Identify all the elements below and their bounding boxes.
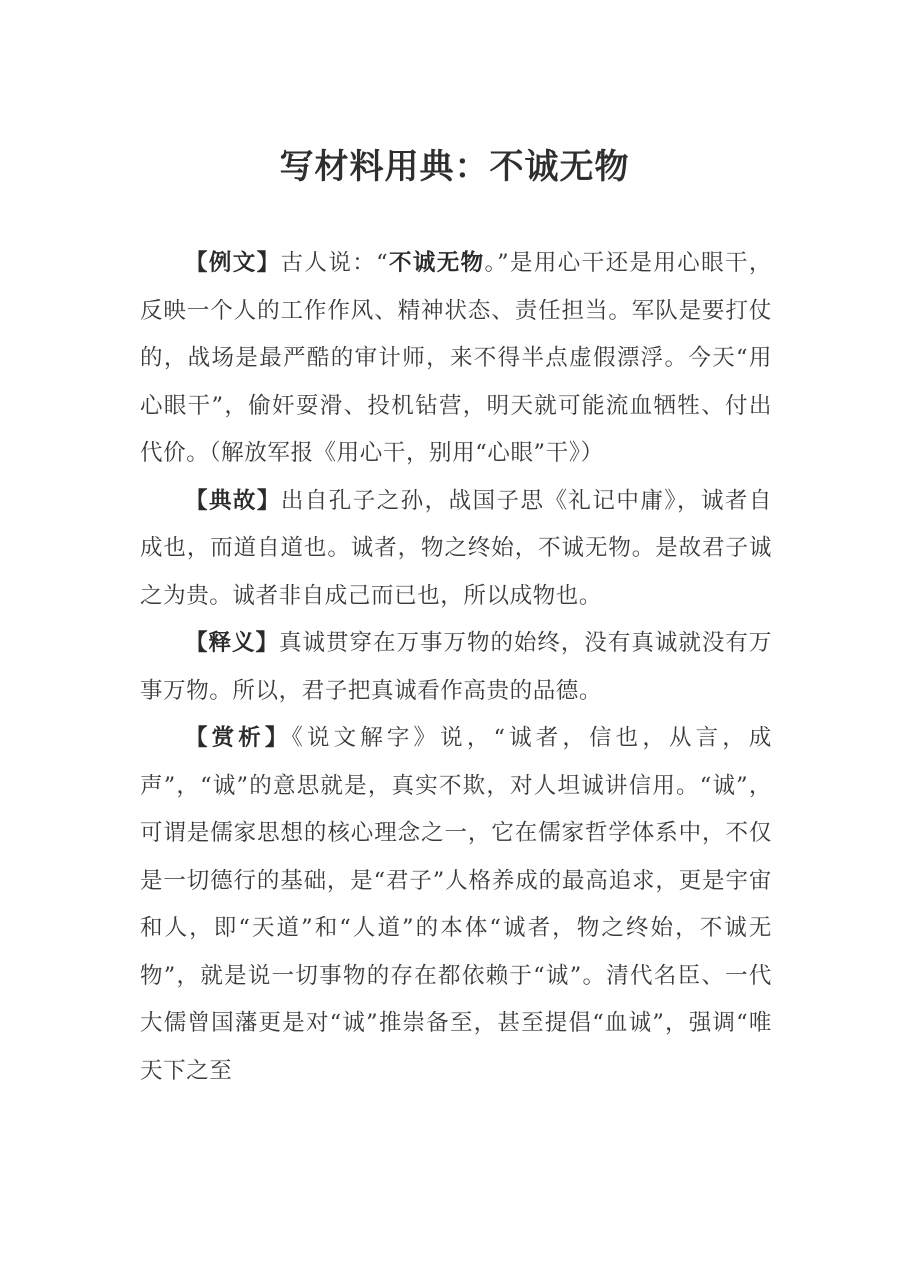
- paragraph-appreciation: [140, 715, 772, 1095]
- paragraph-example-text: 。”是用心干还是用心眼干，反映一个人的工作作风、精神状态、责任担当。军队是要打仗的，战场是最严酷的审计师，来不得半点虚假漂浮。今天“用心眼干”，偷奸耍滑、投机钻营，明天就可能流血牺牲、付出代价。（解放军报《用心干，别用“心眼”干》）: [140, 250, 772, 466]
- document-body: [140, 240, 772, 1095]
- paragraph-appreciation-text: 《说文解字》说，“诚者，信也，从言，成声”，“诚”的意思就是，真实不欺，对人坦诚讲信用。“诚”，可谓是儒家思想的核心理念之一，它在儒家哲学体系中，不仅是一切德行的基础，是“君子”人格养成的最高追求，更是宇宙和人，即“天道”和“人道”的本体“诚者，物之终始，不诚无物”，就是说一切事物的存在都依赖于“诚”。清代名臣、一代大儒曾国藩更是对“诚”推崇备至，甚至提倡“血诚”，强调“唯天下之至: [140, 725, 772, 1084]
- paragraph-example: [140, 240, 772, 478]
- paragraph-allusion-text: 出自孔子之孙，战国子思《礼记中庸》，诚者自成也，而道自道也。诚者，物之终始，不诚无物。是故君子诚之为贵。诚者非自成己而已也，所以成物也。: [140, 487, 772, 609]
- section-label-allusion: 【典故】: [185, 487, 281, 514]
- section-label-appreciation: 【赏析】: [185, 725, 292, 751]
- section-label-meaning: 【释义】: [185, 630, 279, 656]
- paragraph-allusion: [140, 478, 772, 621]
- section-label-example: 【例文】: [185, 250, 281, 276]
- quoted-phrase: 不诚无物: [388, 250, 485, 276]
- paragraph-example-lead: 古人说：“: [280, 250, 389, 276]
- paragraph-meaning-text: 真诚贯穿在万事万物的始终，没有真诚就没有万事万物。所以，君子把真诚看作高贵的品德。: [140, 630, 772, 704]
- paragraph-meaning: [140, 620, 772, 715]
- page-title: 写材料用典：不诚无物: [279, 147, 630, 187]
